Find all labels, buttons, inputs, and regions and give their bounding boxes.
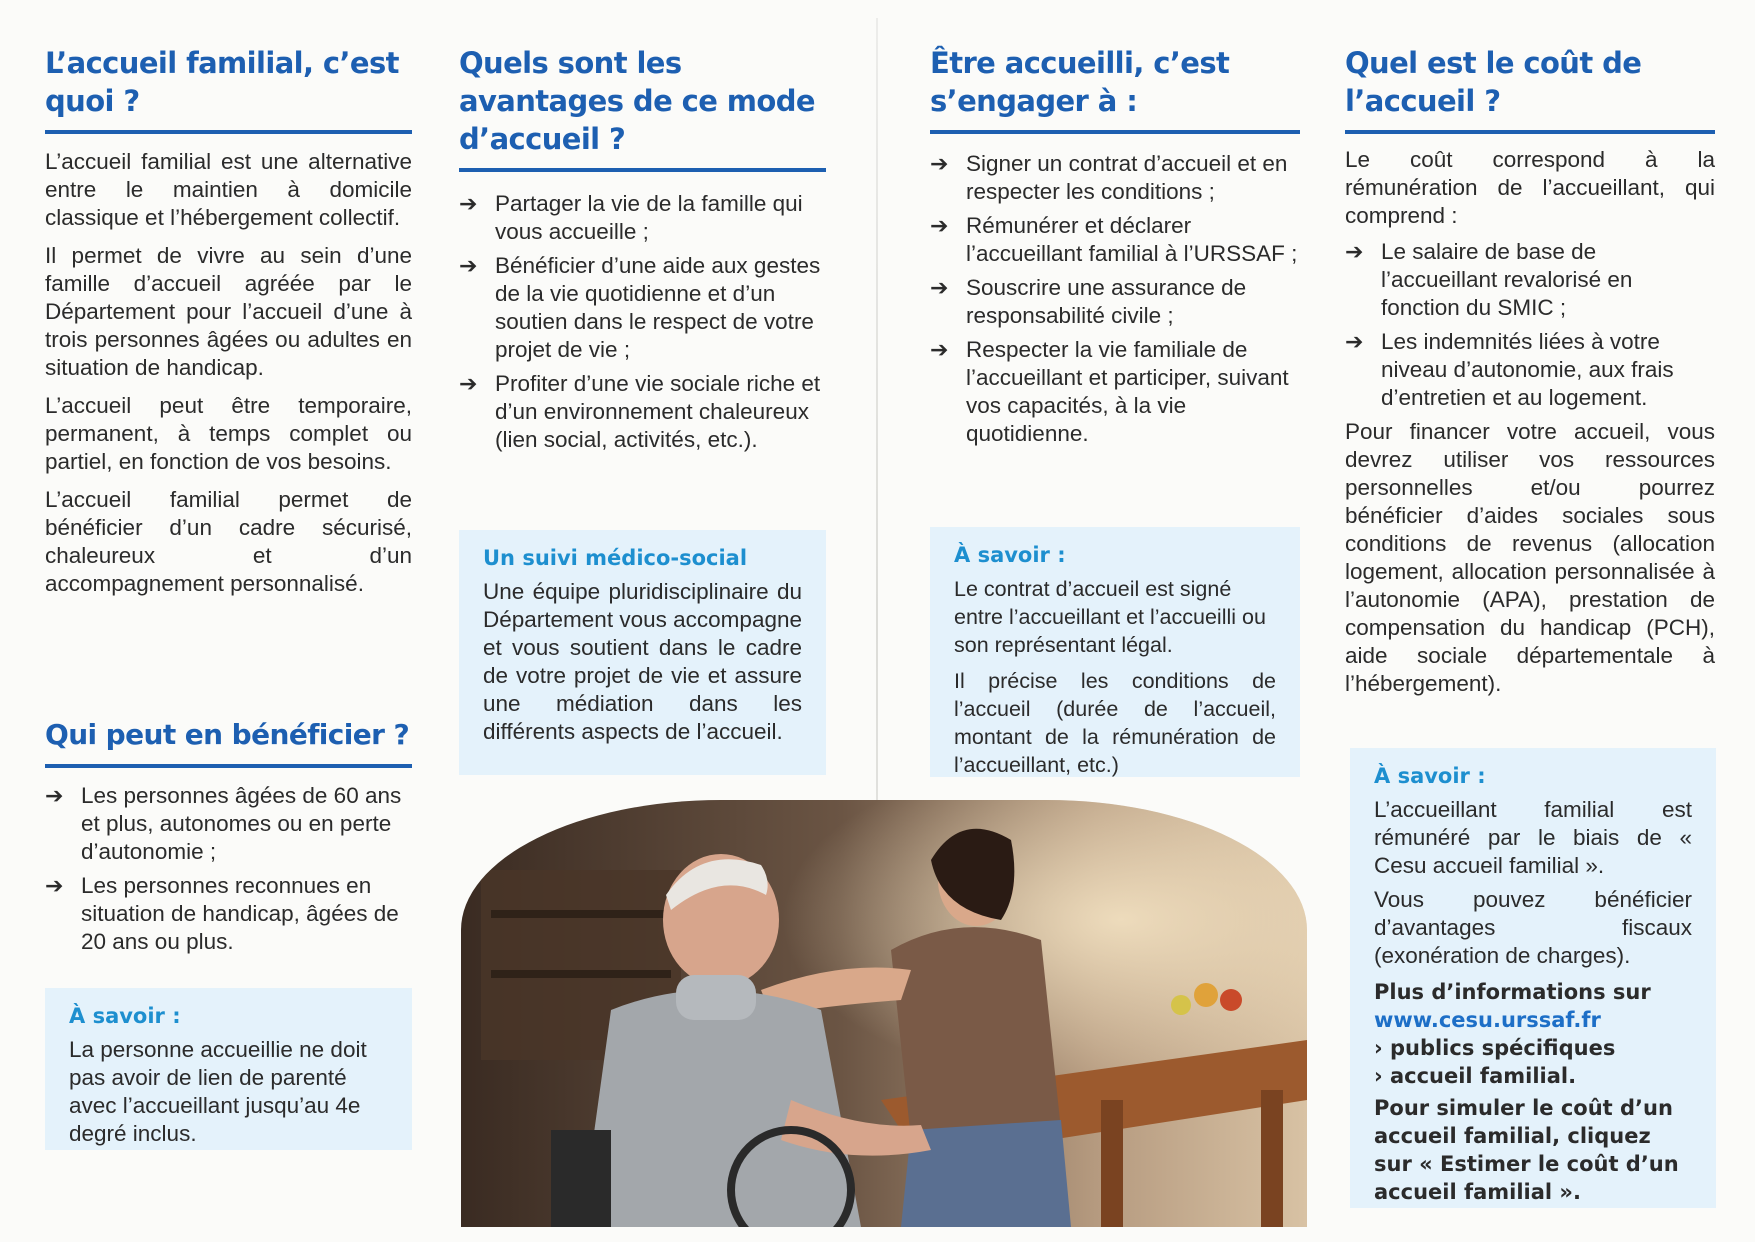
arrow-right-icon: ➔ (930, 275, 949, 300)
heading-advantages: Quels sont les avantages de ce mode d’accueil ? (459, 44, 826, 172)
paragraph: Il permet de vivre au sein d’une famille d’accueil agréée par le Département pour l’accueil d’une à trois personnes âgées ou adultes en situation de handicap. (45, 243, 412, 380)
list-item: ➔ Partager la vie de la famille qui vous accueille ; (459, 191, 803, 244)
eligibility-list (45, 782, 412, 956)
list-item: ➔ Les personnes âgées de 60 ans et plus, autonomes ou en perte d’autonomie ; (45, 783, 402, 864)
arrow-right-icon: ➔ (930, 213, 949, 238)
info-box-medico-social (459, 530, 826, 775)
column-commitments (930, 44, 1300, 454)
info-box-contract (930, 527, 1300, 777)
info-box-kinship (45, 988, 412, 1150)
box-text: Une équipe pluridisciplinaire du Département vous accompagne et vous soutient dans le cadre de votre projet de vie et assure une médiation dans les différents aspects de l’accueil. (483, 579, 802, 744)
heading-cost: Quel est le coût de l’accueil ? (1345, 44, 1715, 134)
list-item: ➔ Bénéficier d’une aide aux gestes de la vie quotidienne et d’un soutien dans le respect de votre projet de vie ; (459, 253, 821, 362)
arrow-right-icon: ➔ (45, 873, 64, 898)
column-cost (1345, 44, 1715, 698)
column-what-is (45, 44, 412, 598)
paragraph: L’accueil familial est une alternative entre le maintien à domicile classique et l’hébergement collectif. (45, 149, 412, 230)
box-text: Vous pouvez bénéficier d’avantages fiscaux (exonération de charges). (1374, 887, 1692, 968)
more-info: Plus d’informations sur www.cesu.urssaf.fr › publics spécifiques › accueil familial. (1374, 980, 1651, 1088)
arrow-right-icon: ➔ (930, 337, 949, 362)
list-item: ➔ Rémunérer et déclarer l’accueillant familial à l’URSSAF ; (930, 213, 1298, 266)
cost-list (1345, 238, 1715, 412)
heading-who-benefits: Qui peut en bénéficier ? (45, 716, 412, 768)
box-text: Le contrat d’accueil est signé entre l’accueillant et l’accueilli ou son représentant légal. (954, 577, 1266, 657)
cesu-link[interactable]: www.cesu.urssaf.fr (1374, 1008, 1601, 1032)
section-who-benefits (45, 716, 412, 962)
list-item: ➔ Souscrire une assurance de responsabilité civile ; (930, 275, 1247, 328)
heading-commitments: Être accueilli, c’est s’engager à : (930, 44, 1300, 134)
list-item: ➔ Signer un contrat d’accueil et en respecter les conditions ; (930, 151, 1288, 204)
box-title: Un suivi médico-social (483, 546, 748, 570)
list-item: ➔ Le salaire de base de l’accueillant revalorisé en fonction du SMIC ; (1345, 239, 1633, 320)
paragraph: L’accueil peut être temporaire, permanent, à temps complet ou partiel, en fonction de vos besoins. (45, 393, 412, 474)
advantages-list (459, 190, 826, 454)
commitments-list (930, 150, 1300, 448)
box-title: À savoir : (954, 543, 1066, 567)
column-advantages (459, 44, 826, 460)
financing-paragraph: Pour financer votre accueil, vous devrez utiliser vos ressources personnelles et/ou pourrez bénéficier d’aides sociales sous conditions de revenus (allocation logement, allocation personnalisée à l’autonomie (APA), prestation de compensation du handicap (PCH), aide sociale départementale à l’hébergement). (1345, 419, 1715, 696)
arrow-right-icon: ➔ (459, 253, 478, 278)
photo-elderly-man-with-caregiver (461, 800, 1307, 1227)
arrow-right-icon: ➔ (1345, 329, 1364, 354)
box-title: À savoir : (69, 1004, 181, 1028)
heading-what-is: L’accueil familial, c’est quoi ? (45, 44, 412, 134)
list-item: ➔ Les indemnités liées à votre niveau d’autonomie, aux frais d’entretien et au logement. (1345, 329, 1674, 410)
arrow-right-icon: ➔ (1345, 239, 1364, 264)
arrow-right-icon: ➔ (459, 191, 478, 216)
box-text: L’accueillant familial est rémunéré par le biais de « Cesu accueil familial ». (1374, 797, 1692, 878)
list-item: ➔ Respecter la vie familiale de l’accueillant et participer, suivant vos capacités, à la vie quotidienne. (930, 337, 1289, 446)
arrow-right-icon: ➔ (930, 151, 949, 176)
arrow-right-icon: ➔ (45, 783, 64, 808)
box-text: Il précise les conditions de l’accueil (durée de l’accueil, montant de la rémunération de l’accueillant, etc.) (954, 669, 1276, 777)
box-title: À savoir : (1374, 764, 1486, 788)
box-text: La personne accueillie ne doit pas avoir de lien de parenté avec l’accueillant jusqu’au 4e degré inclus. (69, 1037, 367, 1146)
arrow-right-icon: ➔ (459, 371, 478, 396)
info-box-cesu (1350, 748, 1716, 1208)
simulate-text: Pour simuler le coût d’un accueil familial, cliquez sur « Estimer le coût d’un accueil familial ». (1374, 1096, 1679, 1204)
photo-illustration (461, 800, 1307, 1227)
cost-intro: Le coût correspond à la rémunération de l’accueillant, qui comprend : (1345, 147, 1715, 228)
list-item: ➔ Les personnes reconnues en situation de handicap, âgées de 20 ans ou plus. (45, 873, 399, 954)
list-item: ➔ Profiter d’une vie sociale riche et d’un environnement chaleureux (lien social, activités, etc.). (459, 371, 821, 452)
paragraph: L’accueil familial permet de bénéficier d’un cadre sécurisé, chaleureux et d’un accompagnement personnalisé. (45, 487, 412, 596)
